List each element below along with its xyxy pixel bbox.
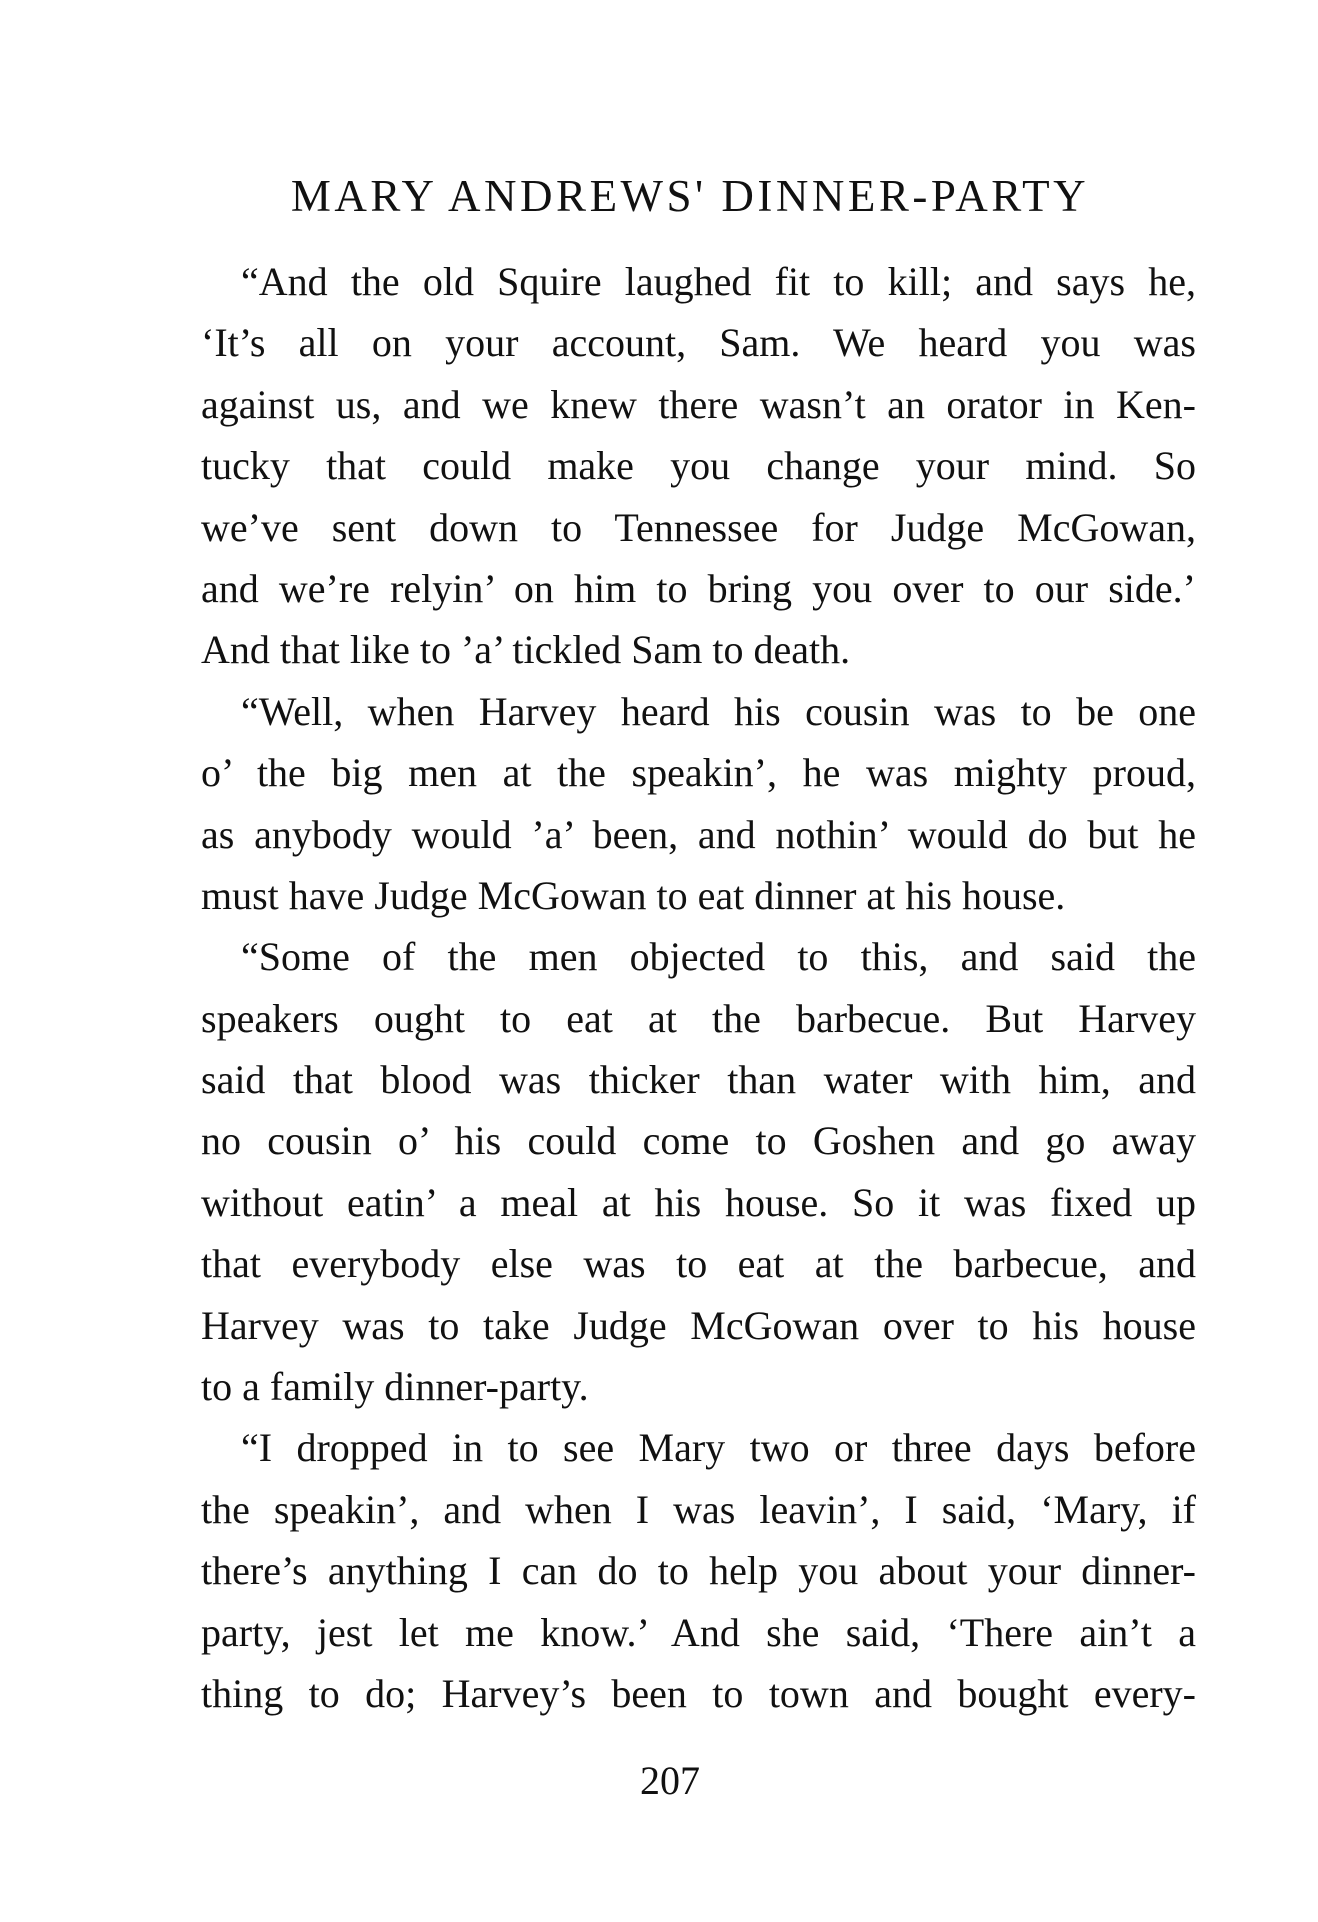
text-line: the speakin’, and when I was leavin’, I said, ‘Mary, if <box>201 1486 1196 1532</box>
text-line: tucky that could make you change your mind. So <box>201 443 1196 489</box>
body-text <box>201 251 1196 1724</box>
text-line: “Well, when Harvey heard his cousin was to be one <box>241 688 1196 734</box>
text-line: thing to do; Harvey’s been to town and bought every- <box>201 1670 1196 1716</box>
text-line: “I dropped in to see Mary two or three days before <box>241 1425 1196 1471</box>
text-line: ‘It’s all on your account, Sam. We heard you was <box>201 320 1196 366</box>
text-line: And that like to ’a’ tickled Sam to death. <box>201 627 851 673</box>
text-line: said that blood was thicker than water with him, and <box>201 1057 1196 1103</box>
text-line: as anybody would ’a’ been, and nothin’ would do but he <box>201 811 1196 857</box>
text-line: Harvey was to take Judge McGowan over to his house <box>201 1302 1196 1348</box>
text-line: o’ the big men at the speakin’, he was mighty proud, <box>201 750 1196 796</box>
text-line: “Some of the men objected to this, and said the <box>241 934 1196 980</box>
page-number: 207 <box>640 1758 700 1803</box>
text-line: that everybody else was to eat at the barbecue, and <box>201 1241 1196 1287</box>
text-line: “And the old Squire laughed fit to kill; and says he, <box>241 259 1196 304</box>
text-line: against us, and we knew there wasn’t an orator in Ken- <box>201 381 1196 427</box>
text-line: speakers ought to eat at the barbecue. But Harvey <box>201 995 1196 1041</box>
running-head: MARY ANDREWS' DINNER-PARTY <box>290 171 1090 221</box>
text-line: and we’re relyin’ on him to bring you over to our side.’ <box>201 565 1196 611</box>
text-line: there’s anything I can do to help you about your dinner- <box>201 1548 1196 1594</box>
text-line: without eatin’ a meal at his house. So it was fixed up <box>201 1179 1196 1225</box>
text-line: must have Judge McGowan to eat dinner at his house. <box>201 872 1066 918</box>
text-line: we’ve sent down to Tennessee for Judge McGowan, <box>201 504 1196 550</box>
text-line: to a family dinner-party. <box>201 1364 589 1410</box>
text-line: no cousin o’ his could come to Goshen and go away <box>201 1118 1196 1164</box>
text-line: party, jest let me know.’ And she said, ‘There ain’t a <box>201 1609 1196 1655</box>
